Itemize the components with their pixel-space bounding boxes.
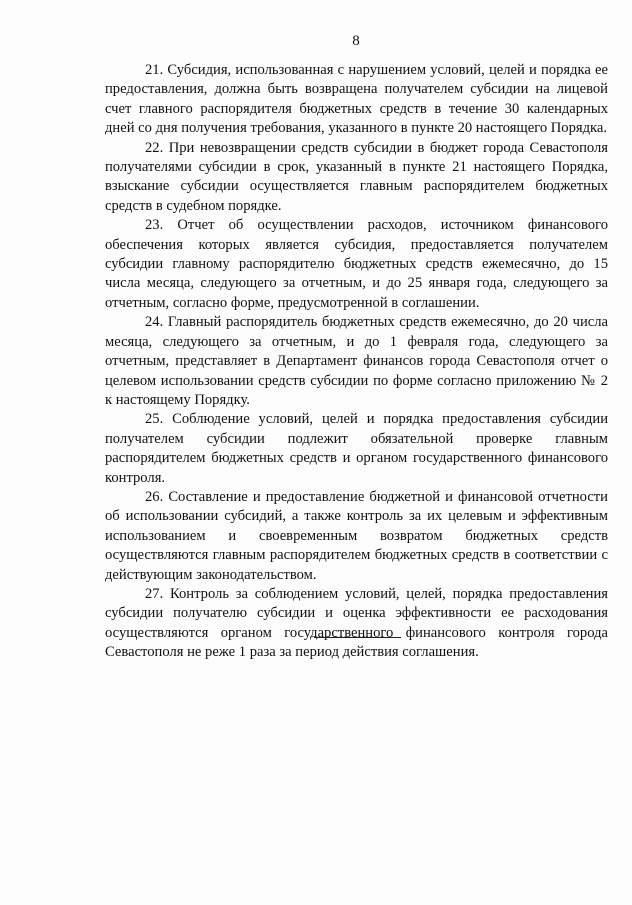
- paragraph-25: 25. Соблюдение условий, целей и порядка предоставления субсидии получателем субсидии подлежит обязательной проверке главным распорядителем бюджетных средств и органом государственного финансового контроля.: [105, 411, 608, 486]
- paragraph-22: 22. При невозвращении средств субсидии в бюджет города Севастополя получателями субсидии в срок, указанный в пункте 21 настоящего Порядка, взыскание субсидии осуществляется главным распорядителем бюджетных средств в судебном порядке.: [105, 139, 608, 214]
- page-number: 8: [352, 33, 360, 49]
- document-body: [105, 61, 608, 663]
- paragraph-23: 23. Отчет об осуществлении расходов, источником финансового обеспечения которых является субсидия, предоставляется получателем субсидии главному распорядителю бюджетных средств ежемесячно, до 15 числа месяца, следующего за отчетным, и до 25 января года, следующего за отчетным, согласно форме, предусмотренной в соглашении.: [105, 217, 608, 311]
- end-separator-line: [314, 637, 401, 638]
- paragraph-27: 27. Контроль за соблюдением условий, целей, порядка предоставления субсидии получателю субсидии и оценка эффективности ее расходования осуществляются органом государственного финансового контроля города Севастополя не реже 1 раза за период действия соглашения.: [105, 585, 608, 661]
- paragraph-24: 24. Главный распорядитель бюджетных средств ежемесячно, до 20 числа месяца, следующего за отчетным, и до 1 февраля года, следующего за отчетным, представляет в Департамент финансов города Севастополя отчет о целевом использовании средств субсидии по форме согласно приложению № 2 к настоящему Порядку.: [105, 314, 608, 408]
- paragraph-21: 21. Субсидия, использованная с нарушением условий, целей и порядка ее предоставления, должна быть возвращена получателем субсидии на лицевой счет главного распорядителя бюджетных средств в течение 30 календарных дней со дня получения требования, указанного в пункте 20 настоящего Порядка.: [105, 62, 608, 137]
- paragraph-26: 26. Составление и предоставление бюджетной и финансовой отчетности об использовании субсидий, а также контроль за их целевым и эффективным использованием и своевременным возвратом бюджетных средств осуществляются главным распорядителем бюджетных средств в соответствии с действующим законодательством.: [105, 488, 608, 583]
